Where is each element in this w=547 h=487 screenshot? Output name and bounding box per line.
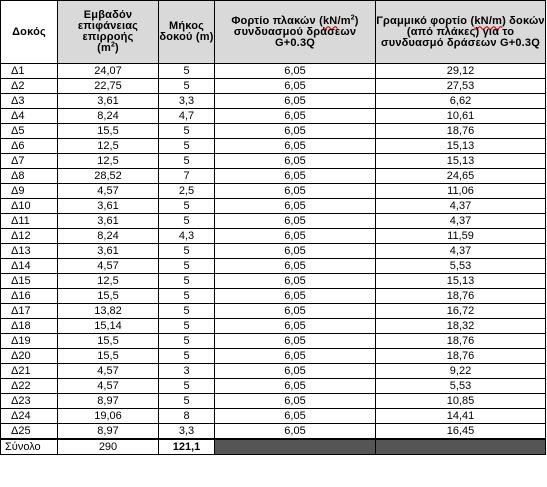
cell-beam-length: 5 (159, 274, 215, 289)
cell-line-load: 15,13 (376, 274, 546, 289)
cell-slab-load: 6,05 (215, 319, 376, 334)
table-row (1, 244, 546, 259)
total-empty-cell (215, 439, 376, 455)
cell-beam-length: 7 (159, 169, 215, 184)
cell-line-load: 9,22 (376, 364, 546, 379)
cell-beam: Δ25 (1, 424, 58, 439)
cell-influence-area: 15,5 (58, 289, 159, 304)
cell-beam-length: 5 (159, 379, 215, 394)
cell-beam: Δ2 (1, 79, 58, 94)
cell-line-load: 11,06 (376, 184, 546, 199)
cell-line-load: 15,13 (376, 154, 546, 169)
cell-beam-length: 4,3 (159, 229, 215, 244)
cell-line-load: 4,37 (376, 214, 546, 229)
cell-slab-load: 6,05 (215, 394, 376, 409)
header-row (1, 1, 546, 64)
cell-beam: Δ12 (1, 229, 58, 244)
cell-beam-length: 5 (159, 139, 215, 154)
table-row (1, 259, 546, 274)
cell-line-load: 18,32 (376, 319, 546, 334)
cell-beam-length: 5 (159, 334, 215, 349)
table-row (1, 424, 546, 439)
table-row (1, 184, 546, 199)
cell-beam-length: 5 (159, 259, 215, 274)
cell-influence-area: 4,57 (58, 364, 159, 379)
cell-influence-area: 3,61 (58, 244, 159, 259)
totals-row (1, 439, 546, 455)
cell-line-load: 14,41 (376, 409, 546, 424)
table-row (1, 334, 546, 349)
cell-slab-load: 6,05 (215, 79, 376, 94)
header-slab-load: Φορτίο πλακών $(kN/m^2)$ συνδυασμού δράσεων G+0.3Q (215, 1, 376, 64)
cell-beam: Δ1 (1, 64, 58, 79)
table-row (1, 289, 546, 304)
cell-influence-area: 19,06 (58, 409, 159, 424)
header-line-load: Γραμμικό φορτίο (kN/m) δοκών (από πλάκες) για το συνδυασμό δράσεων G+0.3Q (376, 1, 546, 64)
cell-slab-load: 6,05 (215, 214, 376, 229)
cell-beam: Δ10 (1, 199, 58, 214)
header-beam-length: Μήκος δοκού (m) (159, 1, 215, 64)
cell-beam-length: 5 (159, 244, 215, 259)
cell-beam-length: 5 (159, 304, 215, 319)
cell-influence-area: 3,61 (58, 199, 159, 214)
table-row (1, 349, 546, 364)
cell-slab-load: 6,05 (215, 379, 376, 394)
cell-beam: Δ23 (1, 394, 58, 409)
cell-beam: Δ8 (1, 169, 58, 184)
cell-beam: Δ4 (1, 109, 58, 124)
cell-line-load: 5,53 (376, 259, 546, 274)
cell-line-load: 5,53 (376, 379, 546, 394)
cell-beam: Δ9 (1, 184, 58, 199)
cell-beam-length: 5 (159, 79, 215, 94)
cell-slab-load: 6,05 (215, 124, 376, 139)
cell-influence-area: 4,57 (58, 184, 159, 199)
cell-beam-length: 5 (159, 124, 215, 139)
table-row (1, 94, 546, 109)
cell-line-load: 15,13 (376, 139, 546, 154)
cell-beam-length: 5 (159, 319, 215, 334)
cell-line-load: 16,45 (376, 424, 546, 439)
table-row (1, 319, 546, 334)
cell-line-load: 18,76 (376, 124, 546, 139)
table-row (1, 199, 546, 214)
cell-beam-length: 5 (159, 394, 215, 409)
table-row (1, 139, 546, 154)
table-row (1, 274, 546, 289)
cell-line-load: 18,76 (376, 349, 546, 364)
table-row (1, 364, 546, 379)
cell-beam: Δ3 (1, 94, 58, 109)
cell-slab-load: 6,05 (215, 289, 376, 304)
cell-slab-load: 6,05 (215, 409, 376, 424)
cell-slab-load: 6,05 (215, 64, 376, 79)
cell-slab-load: 6,05 (215, 199, 376, 214)
cell-influence-area: 12,5 (58, 154, 159, 169)
cell-influence-area: 8,24 (58, 109, 159, 124)
cell-influence-area: 15,5 (58, 334, 159, 349)
cell-beam: Δ11 (1, 214, 58, 229)
cell-beam: Δ14 (1, 259, 58, 274)
cell-beam-length: 2,5 (159, 184, 215, 199)
cell-line-load: 24,65 (376, 169, 546, 184)
cell-influence-area: 3,61 (58, 94, 159, 109)
cell-beam-length: 3,3 (159, 94, 215, 109)
cell-slab-load: 6,05 (215, 274, 376, 289)
cell-influence-area: 8,97 (58, 394, 159, 409)
cell-line-load: 10,61 (376, 109, 546, 124)
cell-influence-area: 12,5 (58, 274, 159, 289)
cell-line-load: 4,37 (376, 244, 546, 259)
table-row (1, 169, 546, 184)
cell-influence-area: 8,97 (58, 424, 159, 439)
cell-slab-load: 6,05 (215, 244, 376, 259)
table-row (1, 214, 546, 229)
cell-slab-load: 6,05 (215, 169, 376, 184)
cell-line-load: 10,85 (376, 394, 546, 409)
cell-beam: Δ6 (1, 139, 58, 154)
cell-beam: Δ24 (1, 409, 58, 424)
cell-slab-load: 6,05 (215, 109, 376, 124)
cell-slab-load: 6,05 (215, 94, 376, 109)
cell-influence-area: 13,82 (58, 304, 159, 319)
cell-beam-length: 5 (159, 349, 215, 364)
cell-influence-area: 15,14 (58, 319, 159, 334)
cell-beam: Δ20 (1, 349, 58, 364)
total-area: 290 (58, 439, 159, 455)
cell-influence-area: 15,5 (58, 124, 159, 139)
cell-line-load: 18,76 (376, 334, 546, 349)
table-row (1, 79, 546, 94)
cell-beam-length: 8 (159, 409, 215, 424)
cell-line-load: 27,53 (376, 79, 546, 94)
total-label: Σύνολο (1, 439, 58, 455)
cell-slab-load: 6,05 (215, 304, 376, 319)
cell-influence-area: 8,24 (58, 229, 159, 244)
cell-beam-length: 5 (159, 214, 215, 229)
cell-influence-area: 28,52 (58, 169, 159, 184)
cell-slab-load: 6,05 (215, 334, 376, 349)
table-row (1, 229, 546, 244)
cell-slab-load: 6,05 (215, 154, 376, 169)
cell-beam: Δ15 (1, 274, 58, 289)
cell-influence-area: 24,07 (58, 64, 159, 79)
table-row (1, 154, 546, 169)
table-row (1, 109, 546, 124)
cell-line-load: 11,59 (376, 229, 546, 244)
cell-beam: Δ22 (1, 379, 58, 394)
cell-beam: Δ7 (1, 154, 58, 169)
cell-influence-area: 12,5 (58, 139, 159, 154)
cell-beam: Δ21 (1, 364, 58, 379)
cell-beam: Δ19 (1, 334, 58, 349)
cell-beam: Δ18 (1, 319, 58, 334)
cell-line-load: 29,12 (376, 64, 546, 79)
cell-line-load: 16,72 (376, 304, 546, 319)
cell-line-load: 6,62 (376, 94, 546, 109)
cell-beam-length: 5 (159, 64, 215, 79)
cell-beam: Δ16 (1, 289, 58, 304)
cell-influence-area: 4,57 (58, 379, 159, 394)
cell-slab-load: 6,05 (215, 259, 376, 274)
cell-beam-length: 3 (159, 364, 215, 379)
table-row (1, 124, 546, 139)
cell-line-load: 18,76 (376, 289, 546, 304)
table-row (1, 379, 546, 394)
cell-influence-area: 22,75 (58, 79, 159, 94)
table-row (1, 64, 546, 79)
table-row (1, 304, 546, 319)
cell-slab-load: 6,05 (215, 424, 376, 439)
cell-beam-length: 4,7 (159, 109, 215, 124)
cell-slab-load: 6,05 (215, 229, 376, 244)
cell-line-load: 4,37 (376, 199, 546, 214)
total-empty-cell (376, 439, 546, 455)
cell-beam: Δ5 (1, 124, 58, 139)
cell-beam-length: 5 (159, 154, 215, 169)
cell-beam: Δ13 (1, 244, 58, 259)
table-row (1, 409, 546, 424)
cell-beam: Δ17 (1, 304, 58, 319)
cell-beam-length: 5 (159, 199, 215, 214)
cell-slab-load: 6,05 (215, 349, 376, 364)
table-row (1, 394, 546, 409)
cell-influence-area: 15,5 (58, 349, 159, 364)
total-length: 121,1 (159, 439, 215, 455)
header-beam: Δοκός (1, 1, 58, 64)
cell-beam-length: 3,3 (159, 424, 215, 439)
cell-slab-load: 6,05 (215, 184, 376, 199)
cell-influence-area: 4,57 (58, 259, 159, 274)
cell-slab-load: 6,05 (215, 139, 376, 154)
cell-influence-area: 3,61 (58, 214, 159, 229)
cell-beam-length: 5 (159, 289, 215, 304)
header-influence-area: Εμβαδόν επιφάνειας επιρροής $(m^2)$ (58, 1, 159, 64)
cell-slab-load: 6,05 (215, 364, 376, 379)
